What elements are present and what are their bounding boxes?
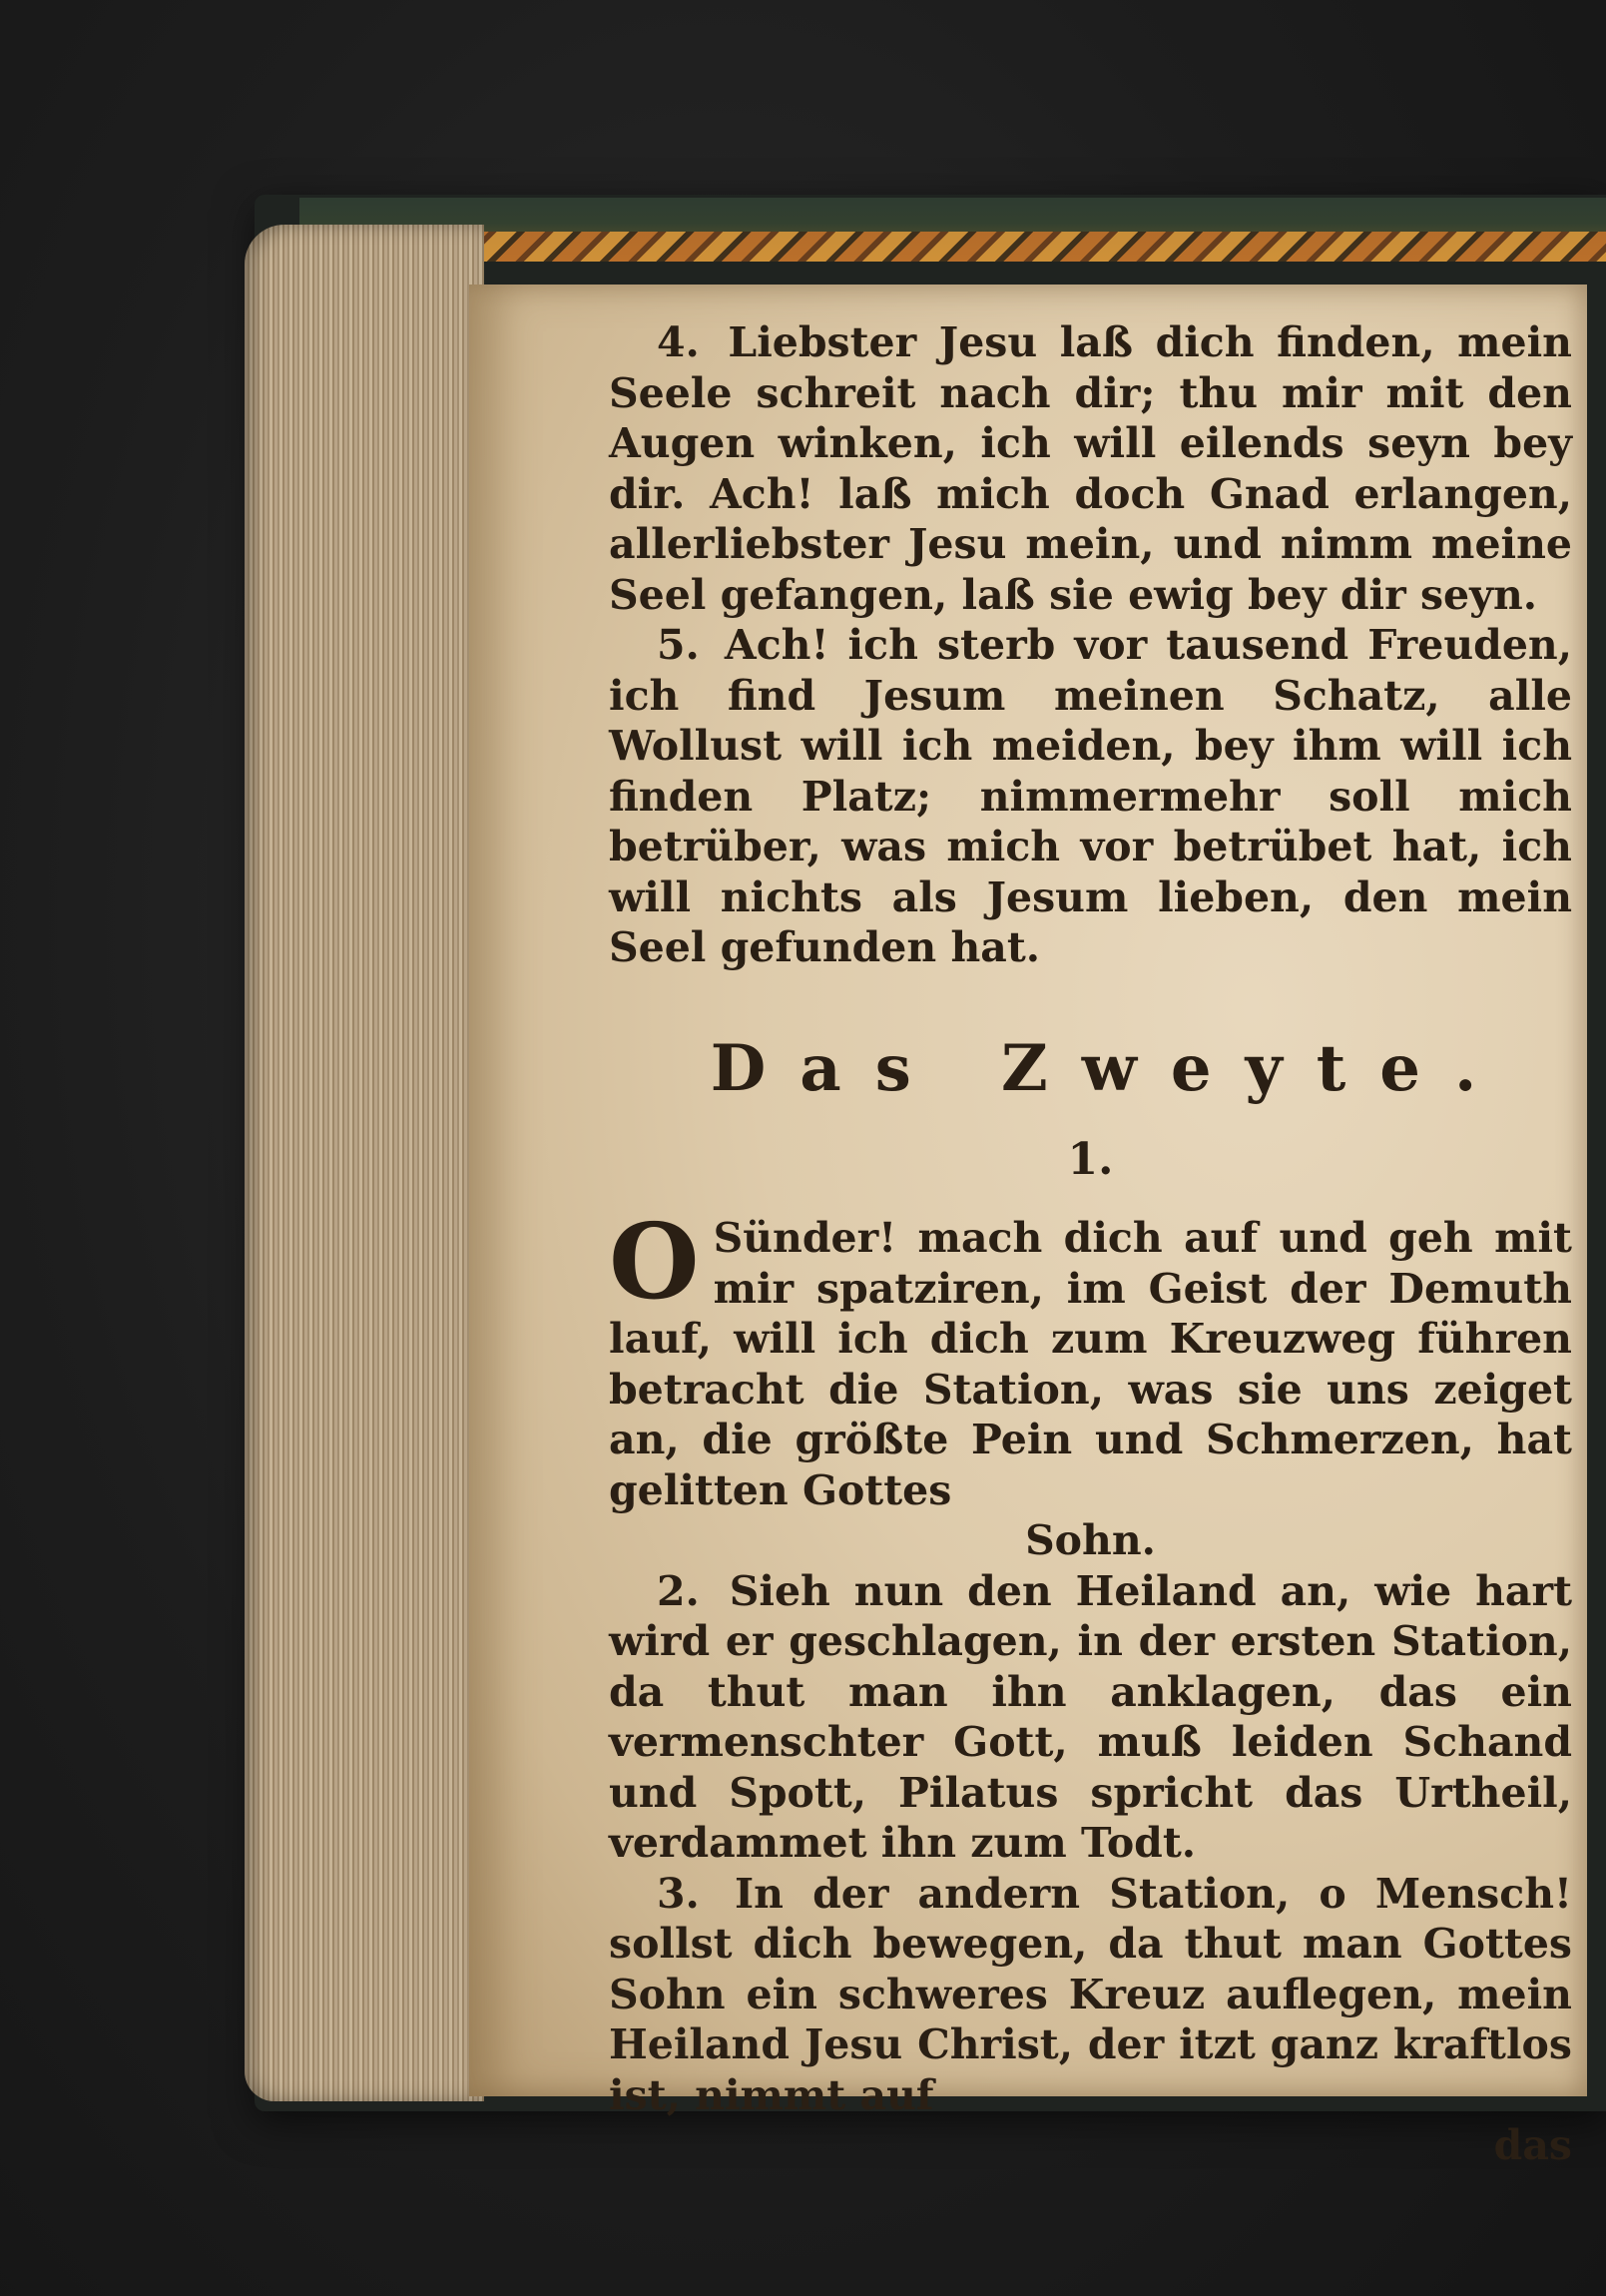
stanza-number: 5.: [657, 621, 700, 669]
stanza-4: [609, 317, 1572, 620]
marbled-edge: [299, 232, 1606, 262]
stanza-text: Sünder! mach dich auf und geh mit mir spatziren, im Geist der Demuth lauf, will ich dich zum Kreuzweg führen betracht die Station, was sie uns zeiget an, die größte Pein und Schmerzen, hat gelitten Gottes: [609, 1214, 1572, 1514]
stanza-2: [609, 1566, 1572, 1869]
stanza-number: 3.: [657, 1869, 700, 1918]
section-heading: Das Zweyte.: [710, 1030, 1511, 1106]
drop-initial: O: [609, 1200, 700, 1323]
page-edges: [245, 225, 484, 2101]
stanza-number: 2.: [657, 1566, 700, 1615]
stanza-5: [609, 620, 1572, 973]
stanza-3: [609, 1869, 1572, 2121]
catchword: das: [1493, 2121, 1572, 2169]
stanza-text: In der andern Station, o Mensch! sollst dich bewegen, da thut man Gottes Sohn ein schweres Kreuz auflegen, mein Heiland Jesu Christ, der itzt ganz kraftlos ist, nimmt auf: [609, 1869, 1572, 2119]
page-text: [609, 317, 1572, 2171]
stanza-number: 4.: [657, 318, 700, 366]
stanza-text: Ach! ich sterb vor tausend Freuden, ich find Jesum meinen Schatz, alle Wollust will ich meiden, bey ihm will ich finden Platz; nimmermehr soll mich betrüber, was mich vor betrübet hat, ich will nichts als Jesum lieben, den mein Seel gefunden hat.: [609, 621, 1572, 971]
section-numeral: 1.: [1067, 1133, 1114, 1185]
stanza-text: Liebster Jesu laß dich finden, mein Seele schreit nach dir; thu mir mit den Augen winken, ich will eilends seyn bey dir. Ach! laß mich doch Gnad erlangen, allerliebster Jesu mein, und nimm meine Seel gefangen, laß sie ewig bey dir seyn.: [609, 318, 1572, 619]
stanza-text: Sieh nun den Heiland an, wie hart wird er geschlagen, in der ersten Station, da thut man ihn anklagen, das ein vermenschter Gott, muß leiden Schand und Spott, Pilatus spricht das Urtheil, verdammet ihn zum Todt.: [609, 1566, 1573, 1867]
stanza-last-line: Sohn.: [1025, 1516, 1156, 1564]
stanza-1: [609, 1200, 1572, 1515]
book-top-edge: [299, 198, 1606, 262]
